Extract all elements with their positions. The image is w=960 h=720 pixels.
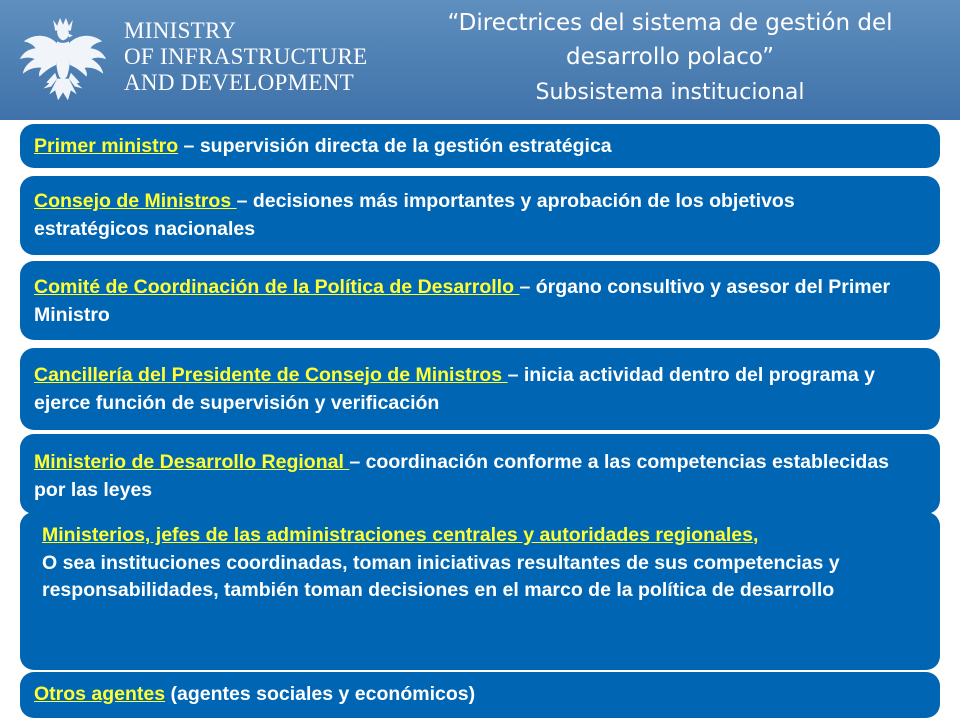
item-name: Cancillería del Presidente de Consejo de Ministros <box>34 364 508 386</box>
item-box-primer-ministro <box>20 124 940 168</box>
item-description: O sea instituciones coordinadas, toman iniciativas resultantes de sus competencias y responsabilidades, también toman decisiones en el marco de la política de desarrollo <box>42 551 840 601</box>
ministry-logo-text <box>124 18 367 96</box>
title-line-1: “Directrices del sistema de gestión del <box>447 10 893 36</box>
item-description: – decisiones más importantes y aprobación de los objetivos estratégicos nacionales <box>34 190 795 240</box>
slide-title <box>400 6 940 109</box>
logo-line-1: MINISTRY <box>124 18 237 43</box>
white-eagle-emblem-icon <box>14 12 112 110</box>
header-banner <box>0 0 960 120</box>
item-box-comite-de-coordinacion <box>20 261 940 340</box>
item-name: Otros agentes <box>34 683 166 705</box>
item-name: Comité de Coordinación de la Política de Desarrollo <box>34 276 520 298</box>
item-name: Consejo de Ministros <box>34 190 237 212</box>
item-description: – coordinación conforme a las competencias establecidas por las leyes <box>34 451 890 501</box>
logo-line-3: AND DEVELOPMENT <box>124 70 355 95</box>
item-box-consejo-de-ministros <box>20 176 940 255</box>
title-line-2: desarrollo polaco” <box>565 44 775 70</box>
logo-line-2: OF INFRASTRUCTURE <box>124 44 368 69</box>
item-name: Ministerio de Desarrollo Regional <box>34 451 350 473</box>
item-name: Primer ministro <box>34 135 179 157</box>
item-description: (agentes sociales y económicos) <box>165 683 476 705</box>
item-name: Ministerios, jefes de las administraciones centrales y autoridades regionales <box>42 524 753 546</box>
item-box-ministerios-autoridades <box>20 512 940 670</box>
item-box-cancilleria <box>20 348 940 430</box>
item-description: – supervisión directa de la gestión estratégica <box>178 135 612 157</box>
item-box-otros-agentes <box>20 672 940 718</box>
item-description: – órgano consultivo y asesor del Primer Ministro <box>34 276 891 326</box>
item-description: – inicia actividad dentro del programa y ejerce función de supervisión y verificación <box>34 364 875 414</box>
item-separator: , <box>752 524 759 546</box>
slide-subtitle: Subsistema institucional <box>535 80 805 105</box>
item-box-ministerio-desarrollo-regional <box>20 434 940 514</box>
